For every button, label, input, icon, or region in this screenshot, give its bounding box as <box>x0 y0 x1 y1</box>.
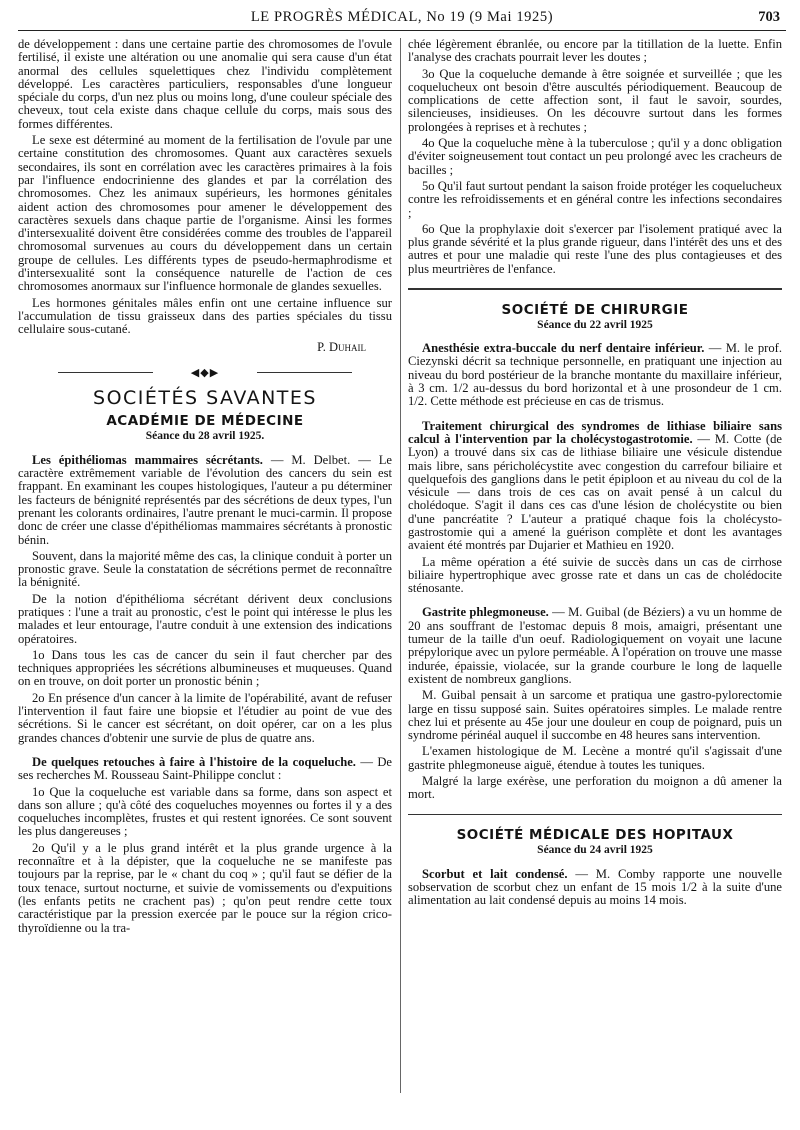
column-divider <box>400 38 401 1093</box>
article-heading: Les épithéliomas mammaires sécrétants. <box>32 452 263 467</box>
ornament-divider: ◀◆▶ <box>18 366 392 380</box>
paragraph: 3o Que la coqueluche demande à être soignée et surveillée ; que les coquelucheux ont besoin d'être auscultés périodiquement. Beaucoup de complications de cette affection sont, il faut le savoir, sourdes, silencieuses, insidieuses. On les découvre surtout dans les formes prolongées à reprises et à rechutes ; <box>408 66 782 134</box>
running-header <box>18 6 786 31</box>
session-date: Séance du 22 avril 1925 <box>537 318 653 331</box>
paragraph: 1o Dans tous les cas de cancer du sein il faut chercher par des techniques appropriées les sécrétions albumineuses et muqueuses. Quand on en trouve, on doit porter un pronostic bénin ; <box>18 647 392 689</box>
session-date: Séance du 28 avril 1925. <box>145 430 265 443</box>
paragraph: Les hormones génitales mâles enfin ont une certaine influence sur l'accumulation de tissu graisseux dans des parties spéciales du tissu cellulaire sous-cutané. <box>18 295 392 337</box>
section-rule <box>408 814 782 816</box>
paragraph: 1o Que la coqueluche est variable dans sa forme, dans son aspect et dans son allure ; qu'à côté des coqueluches moyennes ou fortes il y a des coqueluches incomplètes, frustes et qui restent ignorées. Ce sont souvent les plus dangereuses ; <box>18 784 392 839</box>
paragraph: chée légèrement ébranlée, ou encore par la titillation de la luette. Enfin l'analyse des crachats pourrait lever les doutes ; <box>408 37 782 65</box>
page-number: 703 <box>758 9 780 25</box>
paragraph: 6o Que la prophylaxie doit s'exercer par l'isolement pratiqué avec la plus grande sévérité et la plus grande rigueur, dans l'intérêt des uns et des autres et pour une maladie qui reste l'une des plus contagieuses et des plus meurtrières de l'enfance. <box>408 221 782 276</box>
article-paragraph: Les épithéliomas mammaires sécrétants. — M. Delbet. — Le caractère extrêmement variable de l'évolution des cancers du sein est frappant. En examinant les coupes histologiques, l'auteur a pu déterminer les facteurs de bénignité représentés par des sécrétions de deux types, l'un prenant les colorants ordinaires, l'autre prenant le muci-carmin. Il propose donc de créer une classe d'épithéliomas mammaires sécrétants à pronostic bénin. <box>18 452 392 547</box>
journal-page <box>18 0 786 1130</box>
article-paragraph: De quelques retouches à faire à l'histoire de la coqueluche. — De ses recherches M. Rousseau Saint-Philippe conclut : <box>18 754 393 783</box>
paragraph: De la notion d'épithélioma sécrétant dérivent deux conclusions pratiques : l'une a trait au pronostic, c'est le point qui intéresse le plus les malades et leur entourage, l'autre conduit à une extension des indications opératoires. <box>18 591 392 646</box>
article-paragraph: Anesthésie extra-buccale du nerf dentaire inférieur. — M. le prof. Ciezynski décrit sa technique personnelle, en pratiquant une injection au niveau du bord postérieur de la branche montante du maxillaire inférieur, à 3 cm. 1/2 au-dessus du bord horizontal et à une prosondeur de 1 cm. 1/2. Cette méthode est précieuse en cas de trismus. <box>408 341 782 409</box>
article-heading: Gastrite phlegmoneuse. <box>422 605 549 620</box>
paragraph: de développement : dans une certaine partie des chromosomes de l'ovule fertilisé, il existe une altération ou une anomalie qui sera cause d'un état anormal des cellules squelettiques chez l'individu complètement développé. Les caractères particuliers, responsables d'une longueur spéciale du corps, d'un nez plus ou moins long, d'une couleur spéciale des cheveux, tout cela existe dans chaque cellule du corps, mais sous des formes différentes. <box>18 37 392 131</box>
article-paragraph: Scorbut et lait condensé. — M. Comby rapporte une nouvelle sobservation de scorbut chez un enfant de 15 mois 1/2 à la suite d'une alimentation au lait condensé depuis au moins 14 mois. <box>408 866 782 908</box>
paragraph: L'examen histologique de M. Lecène a montré qu'il s'agissait d'une gastrite phlegmoneuse aiguë, étendue à toutes les tuniques. <box>408 744 782 772</box>
society-title: ACADÉMIE DE MÉDECINE <box>106 413 304 430</box>
paragraph: Malgré la large exérèse, une perforation du moignon a dû amener la mort. <box>408 774 782 802</box>
article-heading: Traitement chirurgical des syndromes de lithiase biliaire sans calcul à l'intervention par la cholécystogastrotomie. <box>408 418 782 446</box>
article-paragraph: Traitement chirurgical des syndromes de lithiase biliaire sans calcul à l'intervention par la cholécystogastrotomie. — M. Cotte (de Lyon) a trouvé dans six cas de lithiase biliaire une vésicule distendue mais libre, sans péricholécystite avec congestion du carrefour biliaire et quelquefois des ganglions dans le petit épiploon et au niveau du col de la vésicule — dans trois de ces cas on avait pensé à un calcul du cholédoque. S'agit il dans ces cas d'une lésion de cholécystite ou bien d'une pancréatite ? L'auteur a pratiqué chaque fois la cholécysto-gastrostomie qui a amené la guérison complète et dont les avantages avaient été montrés par Dujarier et Mathieu en 1920. <box>408 418 782 553</box>
paragraph: 2o Qu'il y a le plus grand intérêt et la plus grande urgence à la reconnaître et à la dépister, que la coqueluche ne se manifeste pas toujours par la reprise, par le « chant du coq » ; qu'il faut se défier de la toux tenace, surtout nocturne, et suivie de vomissements ou d'expuitions (les enfants petits ne crachent pas) ; qu'on peut rendre cette toux caractéristique par la pression exercée par le pouce sur la région crico-thyroïdienne ou la tra- <box>18 840 392 935</box>
paragraph: 2o En présence d'un cancer à la limite de l'opérabilité, avant de refuser l'intervention il faut faire une biopsie et l'étudier au point de vue des sécrétions. Si le cancer est sécrétant, on doit opérer, car on a les plus grandes chances d'obtenir une survie de plus de quatre ans. <box>18 690 392 745</box>
section-title: SOCIÉTÉS SAVANTES <box>93 386 317 409</box>
article-paragraph: Gastrite phlegmoneuse. — M. Guibal (de Béziers) a vu un homme de 20 ans souffrant de l'estomac depuis 8 mois, amaigri, présentant une tumeur de la taille d'un oeuf. Radiologiquement on voyait une lacune prépylorique avec un pylore perméable. A l'opération on trouve une masse indurée, épaissie, violacée, sur la grande courbure le long de laquelle existent de nombreux ganglions. <box>408 605 783 686</box>
left-column <box>18 38 392 938</box>
paragraph: M. Guibal pensait à un sarcome et pratiqua une gastro-pylorectomie large en tissu supposé sain. Suites opératoires simples. Le malade rentre chez lui et présente au 45e jour une douleur en coup de poignard, puis un syndrome périnéal auquel il succombe en 48 heures sans intervention. <box>408 688 782 743</box>
paragraph: La même opération a été suivie de succès dans un cas de cirrhose biliaire hypertrophique avec grosse rate et dans un cas de cholédocite sténosante. <box>408 554 782 596</box>
paragraph: Souvent, dans la majorité même des cas, la clinique conduit à porter un pronostic grave. Seule la constatation de sécrétions permet de reconnaître la bénignité. <box>18 548 392 590</box>
session-date: Séance du 24 avril 1925 <box>537 844 653 857</box>
journal-title: LE PROGRÈS MÉDICAL, No 19 (9 Mai 1925) <box>250 9 554 25</box>
society-title: SOCIÉTÉ DE CHIRURGIE <box>501 301 689 318</box>
article-heading: De quelques retouches à faire à l'histoire de la coqueluche. <box>32 754 356 769</box>
society-title: SOCIÉTÉ MÉDICALE DES HOPITAUX <box>456 827 734 844</box>
author-signature: P. Duhail <box>317 339 366 354</box>
right-column <box>408 38 782 911</box>
paragraph: Le sexe est déterminé au moment de la fertilisation de l'ovule par une certaine constitution des chromosomes. Quant aux caractères sexuels secondaires, ils sont en corrélation avec les caractères primaires à la fois par l'influence endocrinienne des glandes et par la corrélation des chromosomes. Chez les animaux supérieurs, les hormones génitales aident action des chromosomes pour amener le développement des caractères sexuels dans chaque partie de l'organisme. Ainsi les formes d'intersexualité doivent être considérées comme des troubles de l'appareil chromosomal survenues au cours du développement dans un certain groupe de cellules. Les différents types de pseudo-hermaphrodisme et d'intersexualité sont la conséquence naturelle de l'action de ces chromosomes anormaux sur l'influence hormonale de glandes sexuelles. <box>18 133 392 294</box>
article-heading: Anesthésie extra-buccale du nerf dentaire inférieur. <box>422 341 705 356</box>
article-heading: Scorbut et lait condensé. <box>422 866 568 881</box>
section-rule <box>408 288 782 290</box>
paragraph: 5o Qu'il faut surtout pendant la saison froide protéger les coquelucheux contre les refroidissements et en général contre les infections secondaires ; <box>408 178 782 220</box>
paragraph: 4o Que la coqueluche mène à la tuberculose ; qu'il y a donc obligation d'éviter soigneusement tout contact un peu prolongé avec les cracheurs de bacilles ; <box>408 136 782 177</box>
